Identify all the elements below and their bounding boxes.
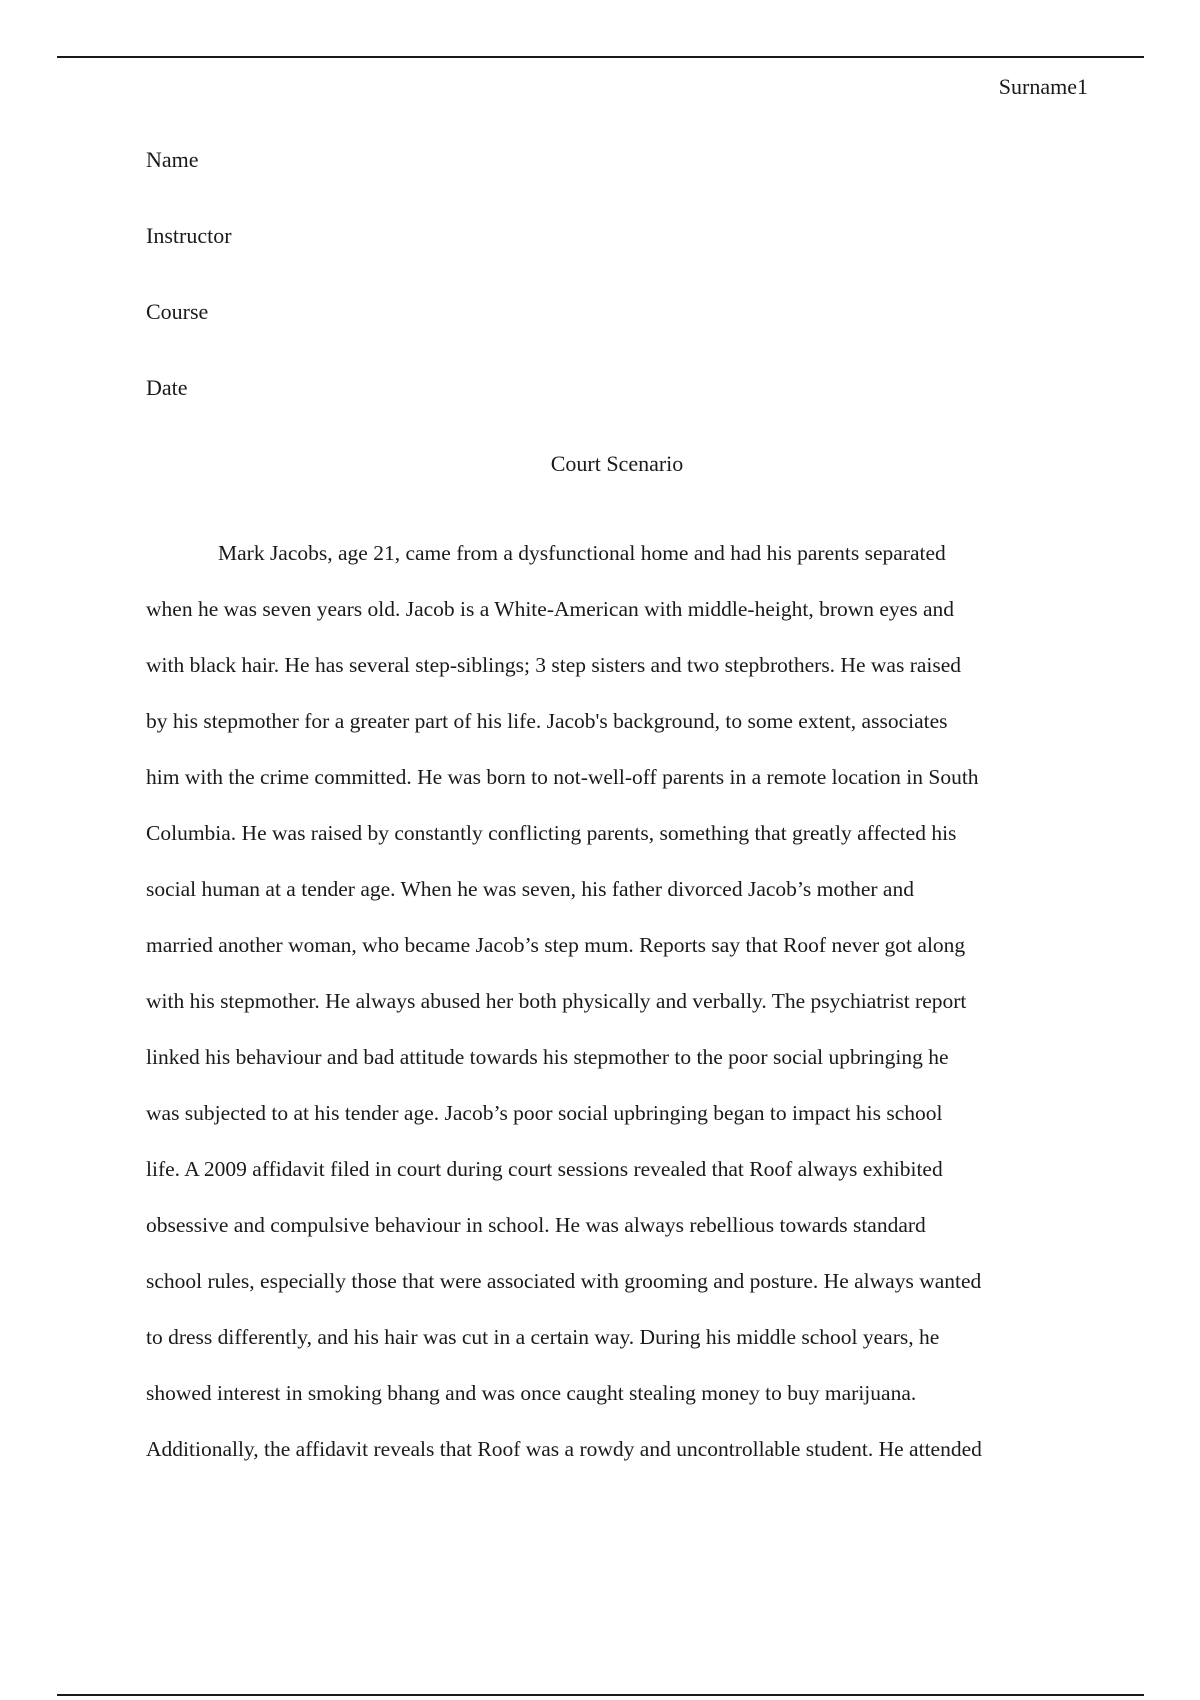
document-title: Court Scenario — [550, 451, 684, 476]
body-line: Columbia. He was raised by constantly conflicting parents, something that greatly affected his — [146, 821, 957, 845]
body-line: showed interest in smoking bhang and was once caught stealing money to buy marijuana. — [146, 1381, 917, 1405]
body-line: linked his behaviour and bad attitude towards his stepmother to the poor social upbringing he — [146, 1045, 949, 1069]
body-line: school rules, especially those that were associated with grooming and posture. He always wanted — [146, 1269, 982, 1293]
body-line: was subjected to at his tender age. Jacob’s poor social upbringing began to impact his school — [146, 1101, 943, 1125]
header-date: Date — [146, 375, 188, 400]
body-line: Mark Jacobs, age 21, came from a dysfunctional home and had his parents separated — [218, 541, 946, 565]
bottom-rule — [57, 1694, 1144, 1696]
header-course: Course — [146, 299, 209, 324]
body-line: married another woman, who became Jacob’s step mum. Reports say that Roof never got along — [146, 933, 966, 957]
body-line: him with the crime committed. He was born to not-well-off parents in a remote location in South — [146, 765, 979, 789]
header-name: Name — [146, 147, 199, 172]
body-line: to dress differently, and his hair was cut in a certain way. During his middle school years, he — [146, 1325, 940, 1349]
body-line: obsessive and compulsive behaviour in school. He was always rebellious towards standard — [146, 1213, 926, 1237]
header-instructor: Instructor — [146, 223, 232, 248]
body-line: with black hair. He has several step-siblings; 3 step sisters and two stepbrothers. He was raised — [146, 653, 962, 677]
header-block — [146, 145, 1088, 449]
body-line: with his stepmother. He always abused her both physically and verbally. The psychiatrist report — [146, 989, 967, 1013]
body-line: by his stepmother for a greater part of his life. Jacob's background, to some extent, associates — [146, 709, 948, 733]
body-line: Additionally, the affidavit reveals that Roof was a rowdy and uncontrollable student. He attended — [146, 1437, 982, 1461]
running-head: Surname1 — [998, 74, 1088, 99]
body-line: when he was seven years old. Jacob is a White-American with middle-height, brown eyes and — [146, 597, 955, 621]
body-line: life. A 2009 affidavit filed in court during court sessions revealed that Roof always exhibited — [146, 1157, 943, 1181]
body-line: social human at a tender age. When he was seven, his father divorced Jacob’s mother and — [146, 877, 914, 901]
body-paragraph — [146, 525, 1088, 1477]
top-rule — [57, 56, 1144, 58]
